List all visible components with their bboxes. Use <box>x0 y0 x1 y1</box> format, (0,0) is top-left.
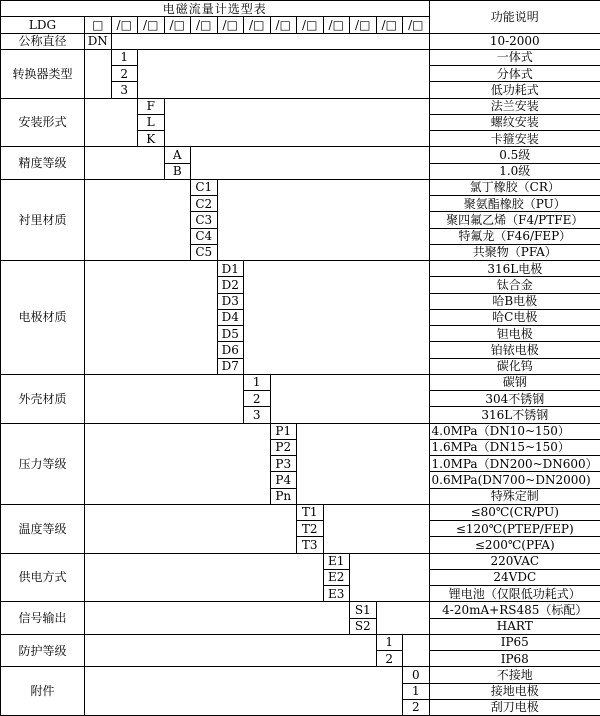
title-row <box>1 1 600 17</box>
option-description: 螺纹安装 <box>429 114 600 130</box>
category-label: 供电方式 <box>1 553 85 602</box>
option-description: 低功耗式 <box>429 82 600 98</box>
table-row <box>1 98 600 114</box>
option-description: ≤80℃(CR/PU) <box>429 504 600 520</box>
table-row <box>1 553 600 569</box>
option-code: C4 <box>191 228 218 244</box>
option-code: C3 <box>191 212 218 228</box>
option-code: P3 <box>270 456 297 472</box>
option-code: D5 <box>217 326 244 342</box>
option-description: ≤200℃(PFA) <box>429 537 600 553</box>
empty-left-area <box>85 602 350 635</box>
option-code: A <box>164 147 191 163</box>
option-description: 24VDC <box>429 569 600 585</box>
option-code: 3 <box>111 82 138 98</box>
table-row <box>1 667 600 683</box>
option-description: 1.6MPa（DN15~150） <box>429 439 600 455</box>
empty-right-area <box>164 98 429 147</box>
category-label: 电极材质 <box>1 261 85 375</box>
option-code: T2 <box>297 521 324 537</box>
option-description: 4.0MPa（DN10~150） <box>429 423 600 439</box>
ldg-slash-box-cell: /□ <box>217 17 244 33</box>
ldg-slash-box-cell: /□ <box>376 17 403 33</box>
empty-right-area <box>217 179 429 260</box>
option-code: D4 <box>217 309 244 325</box>
category-label: 温度等级 <box>1 504 85 553</box>
option-description: 0.6MPa(DN700~DN2000) <box>429 472 600 488</box>
ldg-slash-box-cell: /□ <box>403 17 430 33</box>
table-row <box>1 147 600 163</box>
empty-right-area <box>297 423 430 504</box>
empty-left-area <box>85 553 324 602</box>
table-row <box>1 602 600 618</box>
option-code: D3 <box>217 293 244 309</box>
category-label: 安装形式 <box>1 98 85 147</box>
empty-left-area <box>85 49 112 98</box>
table-row <box>1 374 600 390</box>
option-description: 316L电极 <box>429 261 600 277</box>
option-code: P1 <box>270 423 297 439</box>
option-description: 卡箍安装 <box>429 131 600 147</box>
table-row <box>1 179 600 195</box>
page-title: 电磁流量计选型表 <box>1 1 430 17</box>
option-code: E1 <box>323 553 350 569</box>
empty-right-area <box>111 33 429 49</box>
ldg-slash-box-cell: /□ <box>164 17 191 33</box>
option-description: 220VAC <box>429 553 600 569</box>
option-code: D6 <box>217 342 244 358</box>
empty-right-area <box>323 504 429 553</box>
empty-right-area <box>270 374 429 423</box>
option-description: 碳钢 <box>429 374 600 390</box>
option-description: IP65 <box>429 634 600 650</box>
category-label: 外壳材质 <box>1 374 85 423</box>
option-code: C2 <box>191 196 218 212</box>
option-description: 哈C电极 <box>429 309 600 325</box>
option-description: 聚氨酯橡胶（PU） <box>429 196 600 212</box>
option-code: DN <box>85 33 112 49</box>
table-row <box>1 49 600 65</box>
empty-right-area <box>191 147 430 180</box>
ldg-slash-box-cell: /□ <box>323 17 350 33</box>
option-code: F <box>138 98 165 114</box>
ldg-slash-box-cell: /□ <box>244 17 271 33</box>
category-label: 防护等级 <box>1 634 85 667</box>
option-code: Pn <box>270 488 297 504</box>
empty-right-area <box>350 553 430 602</box>
option-description: 分体式 <box>429 66 600 82</box>
category-label: 压力等级 <box>1 423 85 504</box>
option-description: 0.5级 <box>429 147 600 163</box>
option-code: D7 <box>217 358 244 374</box>
option-code: K <box>138 131 165 147</box>
option-code: 1 <box>111 49 138 65</box>
category-label: 转换器类型 <box>1 49 85 98</box>
option-code: T3 <box>297 537 324 553</box>
empty-left-area <box>85 634 377 667</box>
table-row <box>1 33 600 49</box>
option-code: D2 <box>217 277 244 293</box>
category-label: 精度等级 <box>1 147 85 180</box>
option-description: 法兰安装 <box>429 98 600 114</box>
option-code: 0 <box>403 667 430 683</box>
option-description: 一体式 <box>429 49 600 65</box>
option-code: 2 <box>111 66 138 82</box>
option-description: 316L不锈钢 <box>429 407 600 423</box>
option-code: 1 <box>244 374 271 390</box>
table-row <box>1 504 600 520</box>
empty-right-area <box>138 49 430 98</box>
option-code: S1 <box>350 602 377 618</box>
option-description: 4-20mA+RS485（标配） <box>429 602 600 618</box>
ldg-slash-box-cell: /□ <box>297 17 324 33</box>
option-description: 特殊定制 <box>429 488 600 504</box>
empty-right-area <box>376 602 429 635</box>
empty-left-area <box>85 374 244 423</box>
option-description: 刮刀电极 <box>429 699 600 715</box>
ldg-slash-box-cell: /□ <box>350 17 377 33</box>
option-description: 10-2000 <box>429 33 600 49</box>
option-description: 1.0级 <box>429 163 600 179</box>
option-code: S2 <box>350 618 377 634</box>
option-description: 碳化钨 <box>429 358 600 374</box>
empty-right-area <box>403 634 430 667</box>
option-description: 氯丁橡胶（CR） <box>429 179 600 195</box>
empty-left-area <box>85 504 297 553</box>
option-description: 1.0MPa（DN200~DN600） <box>429 456 600 472</box>
ldg-slash-box-cell: /□ <box>111 17 138 33</box>
option-description: 聚四氟乙烯（F4/PTFE） <box>429 212 600 228</box>
ldg-slash-box-cell: /□ <box>191 17 218 33</box>
option-code: E3 <box>323 586 350 602</box>
option-code: C1 <box>191 179 218 195</box>
category-label: 信号输出 <box>1 602 85 635</box>
empty-left-area <box>85 667 403 716</box>
option-description: 钽电极 <box>429 326 600 342</box>
option-description: 不接地 <box>429 667 600 683</box>
option-description: 特氟龙（F46/FEP） <box>429 228 600 244</box>
option-code: P2 <box>270 439 297 455</box>
option-code: 2 <box>244 391 271 407</box>
empty-right-area <box>244 261 430 375</box>
option-code: T1 <box>297 504 324 520</box>
option-code: C5 <box>191 244 218 260</box>
option-code: 3 <box>244 407 271 423</box>
function-column-header: 功能说明 <box>429 1 600 34</box>
empty-left-area <box>85 179 191 260</box>
option-code: B <box>164 163 191 179</box>
ldg-slash-box-cell: /□ <box>270 17 297 33</box>
option-description: HART <box>429 618 600 634</box>
empty-left-area <box>85 423 271 504</box>
category-label: 公称直径 <box>1 33 85 49</box>
model-prefix-label: LDG <box>1 17 85 33</box>
option-code: 2 <box>403 699 430 715</box>
option-description: 哈B电极 <box>429 293 600 309</box>
option-code: L <box>138 114 165 130</box>
option-code: 2 <box>376 651 403 667</box>
option-description: 304不锈钢 <box>429 391 600 407</box>
option-code: 1 <box>403 683 430 699</box>
option-description: 钛合金 <box>429 277 600 293</box>
option-code: P4 <box>270 472 297 488</box>
option-code: E2 <box>323 569 350 585</box>
table-row <box>1 423 600 439</box>
empty-left-area <box>85 261 218 375</box>
ldg-slash-box-cell: /□ <box>138 17 165 33</box>
table-row <box>1 261 600 277</box>
option-code: D1 <box>217 261 244 277</box>
option-code: 1 <box>376 634 403 650</box>
table-row <box>1 634 600 650</box>
empty-left-area <box>85 98 138 147</box>
option-description: 铂铱电极 <box>429 342 600 358</box>
empty-left-area <box>85 147 165 180</box>
option-description: 共聚物（PFA） <box>429 244 600 260</box>
option-description: ≤120℃(PTEP/FEP) <box>429 521 600 537</box>
option-description: 接地电极 <box>429 683 600 699</box>
option-description: IP68 <box>429 651 600 667</box>
category-label: 衬里材质 <box>1 179 85 260</box>
option-description: 锂电池（仅限低功耗式） <box>429 586 600 602</box>
category-label: 附件 <box>1 667 85 716</box>
ldg-checkbox-cell: □ <box>85 17 112 33</box>
